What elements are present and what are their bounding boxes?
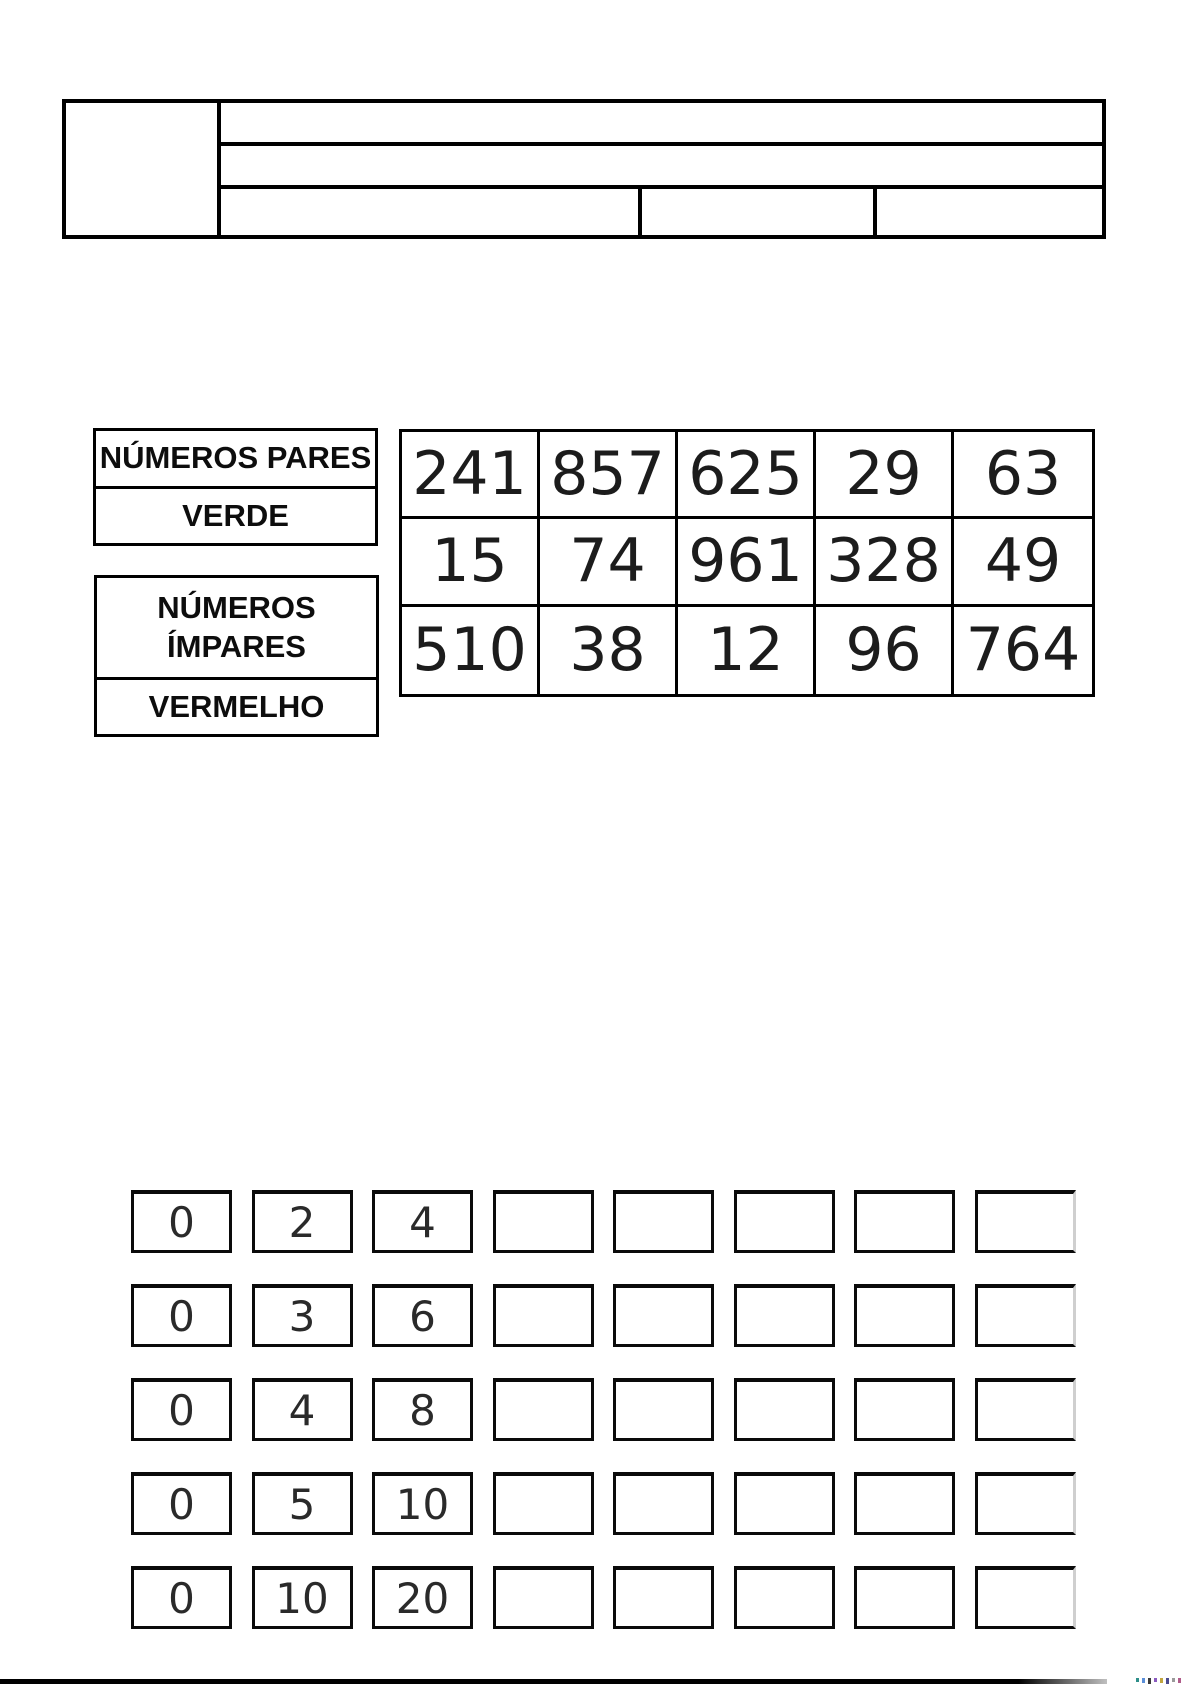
skip-count-box-filled: 0 <box>131 1566 232 1629</box>
number-cell[interactable]: 857 <box>540 432 678 519</box>
number-cell[interactable]: 12 <box>678 607 816 694</box>
header-bottom-cell-1[interactable] <box>221 189 642 235</box>
skip-count-row <box>131 1284 1076 1347</box>
header-bottom-cell-3[interactable] <box>877 189 1102 235</box>
legend-odd-numbers <box>94 575 379 737</box>
skip-count-box-empty[interactable] <box>734 1190 835 1253</box>
skip-count-box-filled: 0 <box>131 1190 232 1253</box>
skip-count-row <box>131 1190 1076 1253</box>
skip-count-box-empty[interactable] <box>493 1472 594 1535</box>
skip-count-box-empty[interactable] <box>613 1566 714 1629</box>
number-grid <box>399 429 1095 697</box>
number-cell[interactable]: 15 <box>402 519 540 606</box>
skip-count-box-filled: 0 <box>131 1284 232 1347</box>
scan-speck <box>1154 1678 1157 1682</box>
number-cell[interactable]: 63 <box>954 432 1092 519</box>
skip-count-box-filled: 2 <box>252 1190 353 1253</box>
number-cell[interactable]: 961 <box>678 519 816 606</box>
number-cell[interactable]: 49 <box>954 519 1092 606</box>
legend-odd-label: NÚMEROS ÍMPARES <box>97 578 376 680</box>
header-logo-cell[interactable] <box>66 103 221 235</box>
skip-count-box-empty[interactable] <box>734 1284 835 1347</box>
scan-speck <box>1148 1678 1151 1684</box>
header-line-3 <box>221 189 1102 235</box>
skip-count-box-empty[interactable] <box>613 1190 714 1253</box>
legend-even-color-word: VERDE <box>182 498 289 533</box>
skip-count-row <box>131 1472 1076 1535</box>
skip-count-box-empty[interactable] <box>493 1378 594 1441</box>
legend-even-numbers <box>93 428 378 546</box>
skip-count-box-empty[interactable] <box>493 1284 594 1347</box>
skip-count-box-empty[interactable] <box>854 1566 955 1629</box>
skip-count-box-empty[interactable] <box>734 1566 835 1629</box>
skip-count-box-empty[interactable] <box>613 1378 714 1441</box>
skip-count-box-empty[interactable] <box>734 1378 835 1441</box>
skip-count-box-empty[interactable] <box>493 1566 594 1629</box>
scan-speck <box>1166 1678 1169 1684</box>
skip-count-box-empty[interactable] <box>613 1472 714 1535</box>
legend-odd-color-word: VERMELHO <box>148 689 325 724</box>
legend-even-label: NÚMEROS PARES <box>96 431 375 489</box>
number-cell[interactable]: 625 <box>678 432 816 519</box>
header-bottom-cell-2[interactable] <box>642 189 877 235</box>
page-bottom-edge-line <box>0 1679 1107 1684</box>
scan-speck <box>1178 1678 1181 1683</box>
header-table <box>62 99 1106 239</box>
scan-speck <box>1172 1678 1175 1682</box>
scan-speck <box>1160 1678 1163 1683</box>
header-line-1[interactable] <box>221 103 1102 146</box>
skip-count-row <box>131 1378 1076 1441</box>
header-right-area <box>221 103 1102 235</box>
number-cell[interactable]: 96 <box>816 607 954 694</box>
skip-count-row <box>131 1566 1076 1629</box>
skip-count-box-filled: 10 <box>252 1566 353 1629</box>
skip-count-box-filled: 0 <box>131 1378 232 1441</box>
skip-count-box-empty[interactable] <box>854 1284 955 1347</box>
skip-count-box-empty[interactable] <box>493 1190 594 1253</box>
number-cell[interactable]: 241 <box>402 432 540 519</box>
skip-count-box-filled: 8 <box>372 1378 473 1441</box>
number-cell[interactable]: 38 <box>540 607 678 694</box>
number-cell[interactable]: 510 <box>402 607 540 694</box>
skip-count-box-filled: 5 <box>252 1472 353 1535</box>
skip-count-box-empty[interactable] <box>613 1284 714 1347</box>
skip-count-box-empty[interactable] <box>975 1472 1076 1535</box>
skip-count-box-empty[interactable] <box>975 1566 1076 1629</box>
skip-count-box-filled: 4 <box>372 1190 473 1253</box>
header-line-2[interactable] <box>221 146 1102 189</box>
number-cell[interactable]: 74 <box>540 519 678 606</box>
skip-counting-section <box>131 1190 1076 1660</box>
skip-count-box-empty[interactable] <box>975 1190 1076 1253</box>
skip-count-box-empty[interactable] <box>734 1472 835 1535</box>
number-cell[interactable]: 29 <box>816 432 954 519</box>
skip-count-box-empty[interactable] <box>854 1378 955 1441</box>
skip-count-box-filled: 4 <box>252 1378 353 1441</box>
number-cell[interactable]: 764 <box>965 615 1081 686</box>
scan-speck <box>1136 1678 1139 1682</box>
skip-count-box-filled: 6 <box>372 1284 473 1347</box>
skip-count-box-filled: 0 <box>131 1472 232 1535</box>
skip-count-box-filled: 3 <box>252 1284 353 1347</box>
skip-count-box-filled: 10 <box>372 1472 473 1535</box>
skip-count-box-empty[interactable] <box>854 1472 955 1535</box>
skip-count-box-filled: 20 <box>372 1566 473 1629</box>
skip-count-box-empty[interactable] <box>975 1284 1076 1347</box>
skip-count-box-empty[interactable] <box>854 1190 955 1253</box>
number-cell[interactable]: 328 <box>816 519 954 606</box>
scan-speck <box>1142 1678 1145 1683</box>
skip-count-box-empty[interactable] <box>975 1378 1076 1441</box>
